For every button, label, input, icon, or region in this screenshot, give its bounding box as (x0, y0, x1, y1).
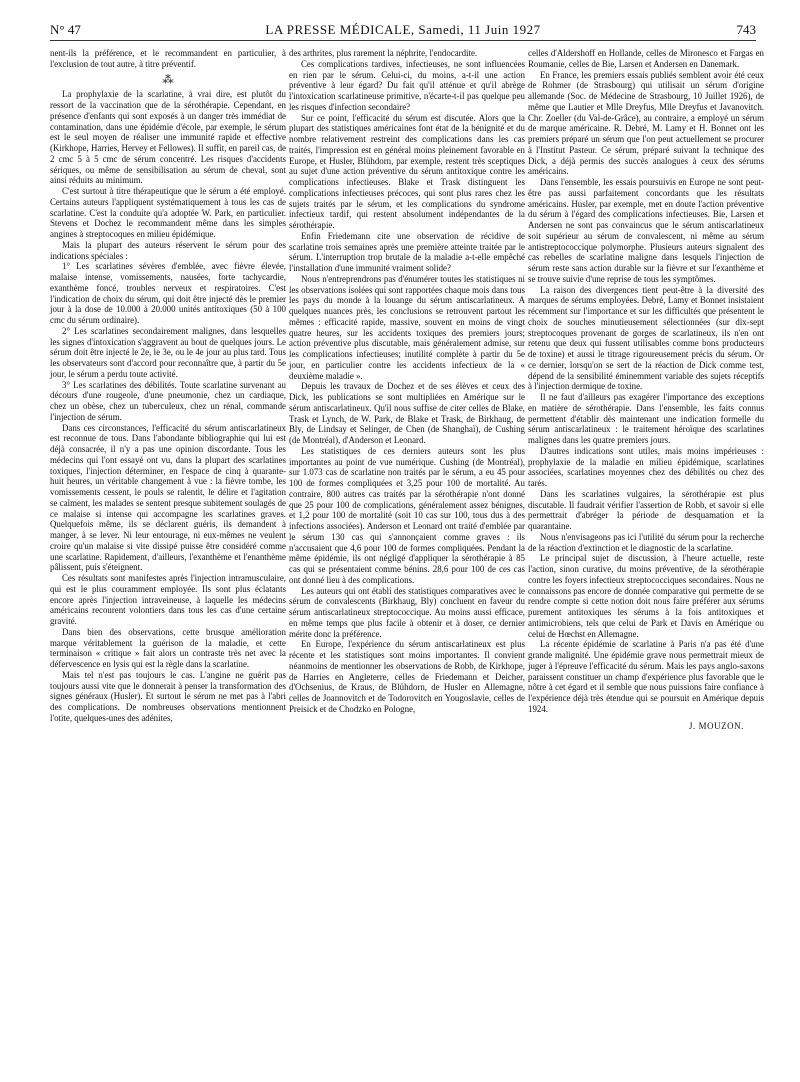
paragraph: D'autres indications sont utiles, mais moins impérieuses : prophylaxie de la maladie en milieu épidémique, scarlatines associées, scarlatines moyennes chez des débilités ou chez des tarés. (528, 445, 764, 488)
paragraph: Depuis les travaux de Dochez et de ses élèves et ceux des Dick, les publications se sont multipliées en Amérique sur le sérum antiscarlatineux. Qu'il nous suffise de citer celles de Blake, Trask et Lynch, de W. Park, de Blake et Trask, de Birkhaug, de Bly, de Lindsay et Selinger, de Chen (de Shanghaï), de Cushing (de Montréal), d'Anderson et Leonard. (289, 381, 525, 445)
paragraph: Dans l'ensemble, les essais poursuivis en Europe ne sont peut-être pas aussi parfaitement concordants que les résultats américains. Husler, par exemple, met en doute l'action préventive du sérum à l'égard des complications infectieuses. Bie, Larsen et Andersen ne sont pas convaincus que le sérum antiscarlatineux soit supérieur au sérum de convalescent, ni même au sérum antistreptococcique polymorphe. Plusieurs auteurs signalent des cas rebelles de scarlatine maligne dans lesquels l'injection de sérum reste sans action durable sur la fièvre et sur l'exanthème et se trouve suivie d'une reprise de tous les symptômes. (528, 177, 764, 284)
paragraph: des arthrites, plus rarement la néphrite, l'endocardite. (289, 48, 478, 58)
paragraph: Il ne faut d'ailleurs pas exagérer l'importance des exceptions en matière de sérothérapie. Dans l'ensemble, les faits connus permettent d'établir dès maintenant une indication formelle du sérum antiscarlatineux : le traitement héroïque des scarlatines malignes dans les quatre premiers jours. (528, 392, 764, 445)
paragraph: Enfin Friedemann cite une observation de récidive de scarlatine trois semaines après une première atteinte traitée par le sérum. L'interruption trop brutale de la maladie a-t-elle empêché l'installation d'une immunité vraiment solide? (289, 230, 525, 273)
paragraph: Mais tel n'est pas toujours le cas. L'angine ne guérit pas toujours aussi vite que le donnerait à penser la transformation des signes généraux (Husler). Et surtout le sérum ne met pas à l'abri des complications. De nombreuses observations mentionnent l'otite, quelques-unes des adénites, (50, 669, 286, 723)
paragraph: La raison des divergences tient peut-être à la diversité des marques de sérums employées. Debré, Lamy et Bonnet insistaient récemment sur l'importance et sur les difficultés que présentent le choix de souches minutieusement sélectionnées (sur dix-sept streptocoques provenant de gorges de scarlatineux, ils n'en ont retenu que deux qui fussent utilisables comme bons producteurs de toxine) et aussi le titrage rigoureusement précis du sérum. Or ce dernier, lorsqu'on se sert de la réaction de Dick comme test, dépend de la sensibilité éminemment variable des sujets réceptifs à l'injection dermique de toxine. (528, 284, 764, 392)
paragraph: Nous n'entreprendrons pas d'énumérer toutes les statistiques ni les observations isolées qui sont rapportées chaque mois dans tous les pays du monde à la louange du sérum antiscarlatineux. A quelques nuances près, les conclusions se retrouvent partout les mêmes : efficacité rapide, massive, souvent en moins de vingt quatre heures, sur les accidents toxiques des premiers jours; action préventive plus discutable, mais généralement admise, sur les complications infectieuses; inutilité complète à partir du 5e jour, en particulier contre les accidents infectieux de la « deuxième maladie ». (289, 273, 525, 381)
paragraph: Dans ces circonstances, l'efficacité du sérum antiscarlatineux est reconnue de tous. Dans l'abondante bibliographie qui lui est déjà consacrée, il n'y a pas une opinion discordante. Tous les médecins qui l'ont essayé ont vu, dans la plupart des scarlatines toxiques, l'injection déterminer, en l'espace de cinq à quarante-huit heures, un véritable changement à vue : la fièvre tombe, les vomissements cessent, le pouls se ralentit, le délire et l'agitation se calment, les malades se sentent presque subitement soulagés de ce malaise si intense qui accompagne les scarlatines graves. Quelquefois même, ils se déclarent guéris, ils demandent à manger, à se lever. Ni leur entourage, ni eux-mêmes ne veulent croire qu'un malaise si vite dissipé puisse être considéré comme une scarlatine. Rapidement, d'ailleurs, l'exanthème et l'enanthème pâlissent, puis s'éteignent. (50, 422, 286, 573)
paragraph: Sur ce point, l'efficacité du sérum est discutée. Alors que la plupart des statistiques américaines font état de la bénignité et du nombre relativement restreint des complications dans les cas traités, l'impression est en général moins pleinement favorable en Europe, et Husler, Blühdorn, par exemple, restent très sceptiques au sujet d'une action préventive du sérum antitoxique contre les complications infectieuses. Blake et Trask distinguent les complications infectieuses précoces, qui sont plus rares chez les sujets traités par le sérum, et les complications du syndrome infectieux tardif, qui restent absolument indépendantes de la sérothérapie. (289, 112, 525, 230)
paragraph: 1° Les scarlatines sévères d'emblée, avec fièvre élevée, malaise intense, vomissements, nausées, forte tachycardie, exanthème foncé, troubles nerveux et respiratoires. C'est l'indication de choix du sérum, qui doit être injecté dès le premier jour à la dose de 10.000 à 20.000 unités antitoxiques (50 à 100 cmc du sérum ordinaire). (50, 261, 286, 325)
paragraph: En Europe, l'expérience du sérum antiscarlatineux est plus récente et les statistiques sont moins importantes. Il convient néanmoins de mentionner les observations de Robb, de Kirkhope, de Harries en Angleterre, celles de Friedemann et Deicher, d'Ochsenius, de Kraus, de Blühdorn, de Husler en Allemagne, celles de Joannovitch et de Todorovitch en Yougoslavie, celles de Preisick et de Chodzko en Pologne, (289, 639, 525, 714)
column-3 (528, 48, 764, 731)
paragraph: celles d'Aldershoff en Hollande, celles de Mironesco et Fargas en Roumanie, celles de Bie, Larsen et Andersen en Danemark. (528, 48, 764, 69)
author-signature: J. MOUZON. (688, 720, 744, 731)
column-1 (50, 48, 286, 724)
paragraph: nent-ils la préférence, et le recommandent en particulier, à l'exclusion de tout autre, à titre préventif. (50, 48, 286, 69)
paragraph: Nous n'envisageons pas ici l'utilité du sérum pour la recherche de la réaction d'extinction et le diagnostic de la scarlatine. (528, 531, 764, 553)
paragraph: Dans les scarlatines vulgaires, la sérothérapie est plus discutable. Il faudrait vérifier l'assertion de Robb, et savoir si elle permettrait d'abréger la période de desquamation et la quarantaine. (528, 488, 764, 531)
asterism-divider: ⁂ (162, 73, 174, 86)
paragraph: En France, les premiers essais publiés semblent avoir été ceux de Rohmer (de Strasbourg) qui utilisait un sérum d'origine allemande (Soc. de Médecine de Strasbourg, 10 Juillet 1926), de même que Lautier et Mlle Dreyfus, Mlle Dreyfus et Javanovitch. Chr. Zoeller (du Val-de-Grâce), au contraire, a employé un sérum de marque américaine. R. Debré, M. Lamy et H. Bonnet ont les premiers préparé un sérum que l'on peut actuellement se procurer à l'Institut Pasteur. Ce sérum, préparé suivant la technique des Dick, a déjà permis des succès analogues à ceux des sérums américains. (528, 69, 764, 177)
journal-title: LA PRESSE MÉDICALE, Samedi, 11 Juin 1927 (265, 22, 541, 37)
paragraph: Ces complications tardives, infectieuses, ne sont influencées en rien par le sérum. Celui-ci, du moins, a-t-il une action préventive à leur égard? Du fait qu'il atténue et qu'il abrège l'intoxication scarlatineuse primitive, n'écarte-t-il pas quelque peu les risques d'infection secondaire? (289, 58, 525, 112)
page-header (50, 22, 756, 40)
paragraph: 2° Les scarlatines secondairement malignes, dans lesquelles les signes d'intoxication s'aggravent au bout de quelques jours. Le sérum doit être injecté le 2e, le 3e, ou le 4e jour au plus tard. Tous les observateurs sont d'accord pour reconnaître que, à partir du 5e jour, le sérum a perdu toute activité. (50, 325, 286, 379)
paragraph: Les statistiques de ces derniers auteurs sont les plus importantes au point de vue numérique. Cushing (de Montréal), sur 1.073 cas de scarlatine non traités par le sérum, a eu 45 pour 100 de formes compliquées et 3,25 pour 100 de mortalité. Au contraire, 800 autres cas traités par la sérothérapie n'ont donné que 25 pour 100 de complications, généralement assez bénignes, et 1,2 pour 100 de mortalité (soit 10 cas sur 100, tous dus à des infections associées). Anderson et Leonard ont traité d'emblée par le sérum 130 cas qui s'annonçaient comme graves : ils n'accusaient que 4,6 pour 100 de formes compliquées. Pendant la même épidémie, ils ont négligé d'appliquer la sérothérapie à 85 cas qui se présentaient comme bénins. 28,6 pour 100 de ces cas ont donné lieu à des complications. (289, 445, 525, 585)
column-2 (289, 48, 525, 715)
paragraph: La récente épidémie de scarlatine à Paris n'a pas été d'une grande malignité. Une épidémie grave nous permettrait mieux de juger à l'épreuve l'efficacité du sérum. Mais les pays anglo-saxons paraissent constituer un champ d'expérience plus favorable que le nôtre à cet égard et il semble que nous puissions faire confiance à l'expérience déjà très étendue qui se poursuit en Amérique depuis 1924. (528, 639, 764, 714)
paragraph: Les auteurs qui ont établi des statistiques comparatives avec le sérum de convalescents (Birkhaug, Bly) concluent en faveur du sérum antiscarlatineux streptococcique. Au moins aussi efficace, en même temps que plus facile à obtenir et à doser, ce dernier mérite donc la préférence. (289, 585, 525, 639)
paragraph: La prophylaxie de la scarlatine, à vrai dire, est plutôt du ressort de la vaccination que de la sérothérapie. Cependant, en présence d'enfants qui sont exposés à un danger très immédiat de contamination, dans une épidémie d'école, par exemple, le sérum est le seul moyen de réaliser une immunité rapide et effective (Kirkhope, Harries, Hervey et Fellowes). Il suffit, en pareil cas, de 2 cmc 5 à 5 cmc de sérum concentré. Les risques d'accidents sériques, ou même de sensibilisation au sérum de cheval, sont ainsi réduits au minimum. (50, 89, 286, 186)
paragraph: C'est surtout à titre thérapeutique que le sérum a été employé. Certains auteurs l'appliquent systématiquement à tous les cas de scarlatine. C'est la conduite qu'a adoptée W. Park, en particulier. Stevens et Dochez le recommandent même dans les simples angines à streptocoques en milieu épidémique. (50, 186, 286, 239)
header-rule (50, 40, 756, 41)
page-number: 743 (736, 22, 756, 37)
paragraph: Ces résultats sont manifestes après l'injection intramusculaire, qui est le plus couramment employée. Ils sont plus éclatants encore après l'injection intraveineuse, à laquelle les médecins américains recourent volontiers dans tous les cas d'une certaine gravité. (50, 573, 286, 626)
paragraph: Le principal sujet de discussion, à l'heure actuelle, reste l'action, sinon curative, du moins préventive, de la sérothérapie contre les foyers infectieux streptococciques secondaires. Nous ne connaissons pas encore de donnée comparative qui permette de se rendre compte si cette notion doit nous faire préférer aux sérums purement antitoxiques les sérums à la fois antitoxiques et antimicrobiens, tels que celui de Park et Davis en Amérique ou celui de Hœchst en Allemagne. (528, 553, 764, 639)
paragraph: Dans bien des observations, cette brusque amélioration marque véritablement la guérison de la maladie, et cette terminaison « critique » fait alors un contraste très net avec la défervescence en lysis qui est la règle dans la scarlatine. (50, 626, 286, 669)
paragraph: Mais la plupart des auteurs réservent le sérum pour des indications spéciales : (50, 239, 286, 261)
issue-number: N° 47 (50, 22, 81, 37)
paragraph: 3° Les scarlatines des débilités. Toute scarlatine survenant au décours d'une rougeole, d'une pneumonie, chez un cardiaque, chez un obèse, chez un tuberculeux, chez un rénal, commande l'injection de sérum. (50, 379, 286, 422)
